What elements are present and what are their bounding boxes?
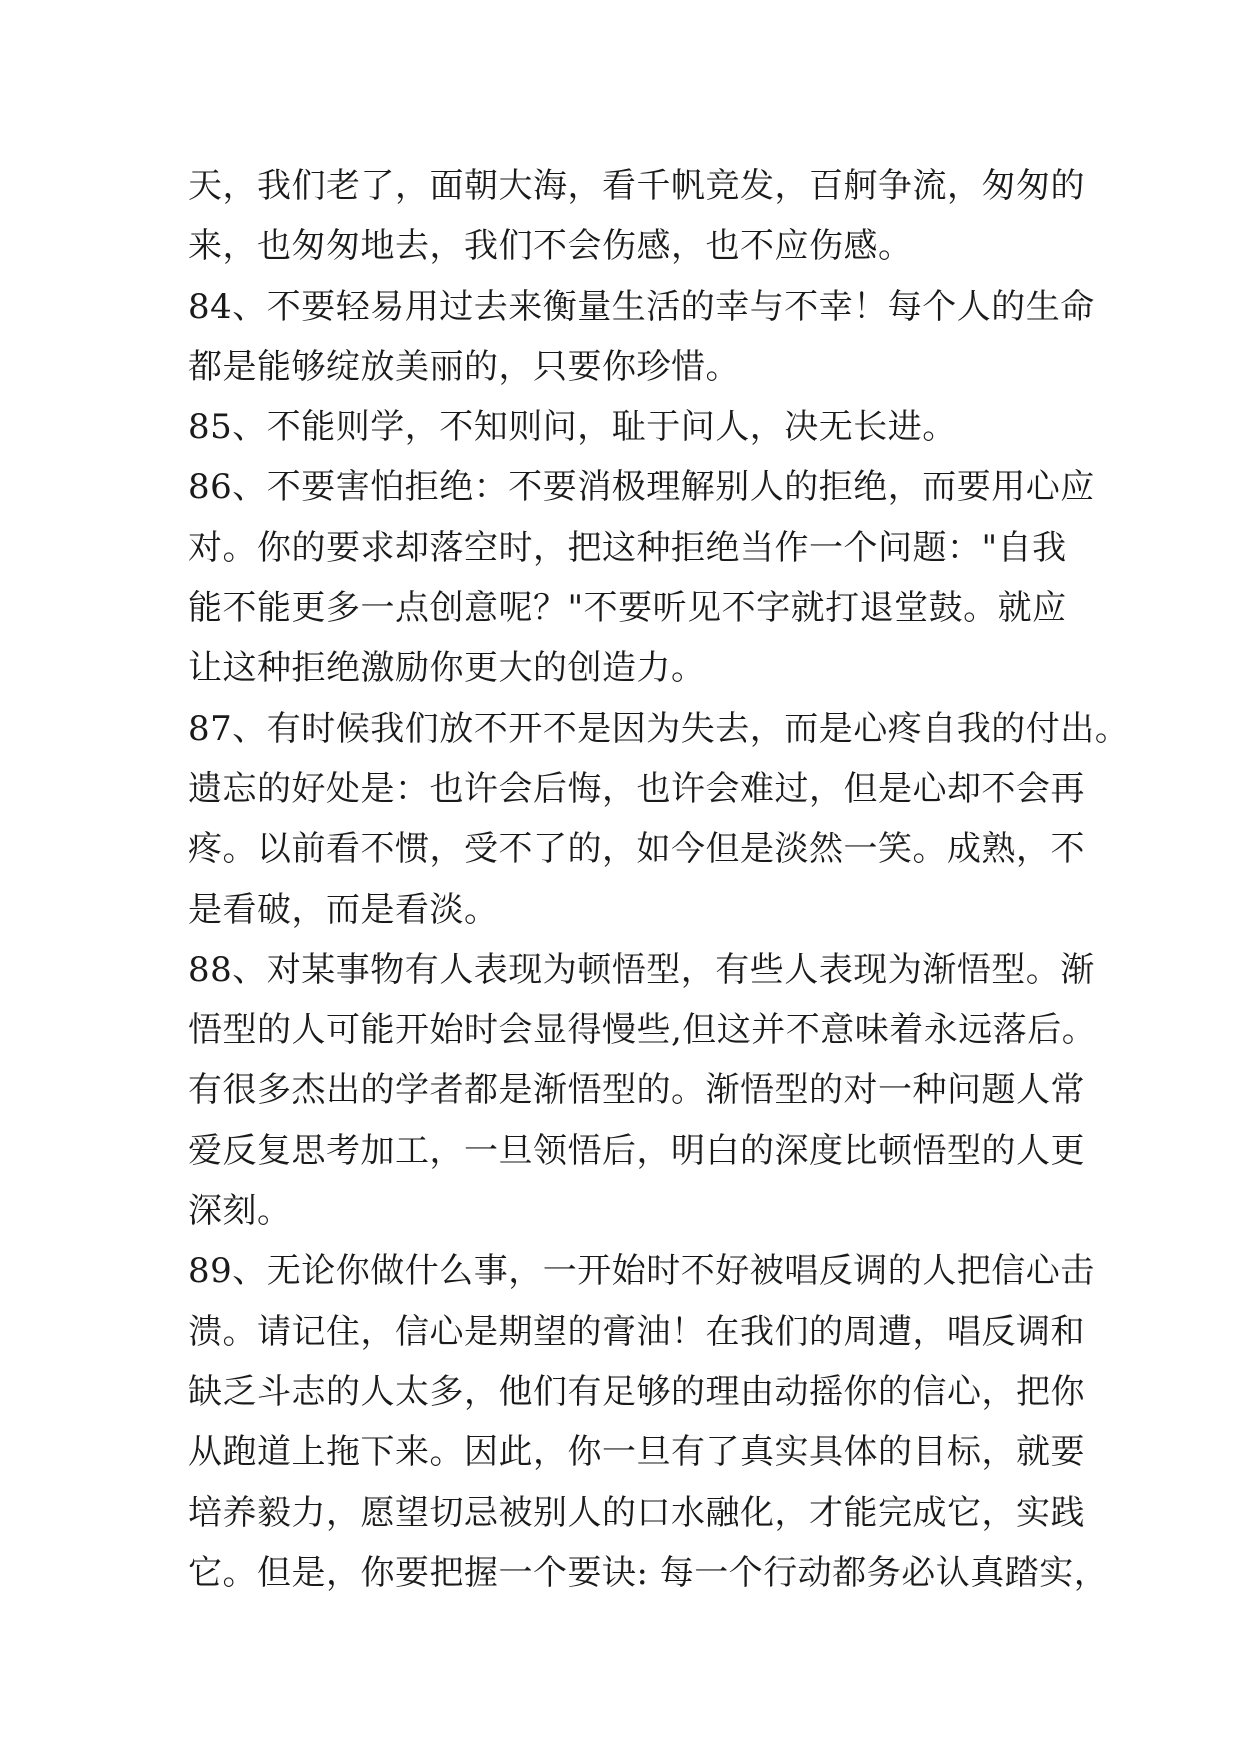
text-line: 有很多杰出的学者都是渐悟型的。渐悟型的对一种问题人常 <box>188 1070 1085 1111</box>
text-line: 对。你的要求却落空时，把这种拒绝当作一个问题："自我 <box>188 527 1067 568</box>
text-line: 缺乏斗志的人太多，他们有足够的理由动摇你的信心，把你 <box>188 1371 1085 1412</box>
text-line: 来，也匆匆地去，我们不会伤感，也不应伤感。 <box>188 226 913 267</box>
text-line: 悟型的人可能开始时会显得慢些,但这并不意味着永远落后。 <box>188 1010 1097 1051</box>
text-line: 疼。以前看不惯，受不了的，如今但是淡然一笑。成熟，不 <box>188 829 1085 870</box>
text-line: 84、不要轻易用过去来衡量生活的幸与不幸！每个人的生命 <box>188 286 1095 327</box>
text-line: 能不能更多一点创意呢？"不要听见不字就打退堂鼓。就应 <box>188 588 1067 629</box>
text-line: 89、无论你做什么事，一开始时不好被唱反调的人把信心击 <box>188 1251 1095 1292</box>
text-line: 天，我们老了，面朝大海，看千帆竞发，百舸争流，匆匆的 <box>188 166 1085 206</box>
text-line: 是看破，而是看淡。 <box>188 889 499 930</box>
text-line: 溃。请记住，信心是期望的膏油！在我们的周遭，唱反调和 <box>188 1311 1085 1352</box>
text-line: 让这种拒绝激励你更大的创造力。 <box>188 648 706 689</box>
text-line: 爱反复思考加工，一旦领悟后，明白的深度比顿悟型的人更 <box>188 1130 1085 1171</box>
text-line: 遗忘的好处是：也许会后悔，也许会难过，但是心却不会再 <box>188 768 1085 809</box>
text-line: 86、不要害怕拒绝：不要消极理解别人的拒绝，而要用心应 <box>188 467 1095 508</box>
text-line: 深刻。 <box>188 1191 292 1232</box>
text-line: 都是能够绽放美丽的，只要你珍惜。 <box>188 346 740 387</box>
text-line: 88、对某事物有人表现为顿悟型，有些人表现为渐悟型。渐 <box>188 949 1095 990</box>
body-text <box>188 156 1130 1603</box>
text-line: 85、不能则学，不知则问，耻于问人，决无长进。 <box>188 407 957 448</box>
text-line: 87、有时候我们放不开不是因为失去，而是心疼自我的付出。 <box>188 708 1130 749</box>
text-line: 从跑道上拖下来。因此，你一旦有了真实具体的目标，就要 <box>188 1432 1085 1473</box>
text-line: 培养毅力，愿望切忌被别人的口水融化，才能完成它，实践 <box>188 1492 1085 1533</box>
text-line: 它。但是，你要把握一个要诀: 每一个行动都务必认真踏实， <box>188 1552 1109 1593</box>
